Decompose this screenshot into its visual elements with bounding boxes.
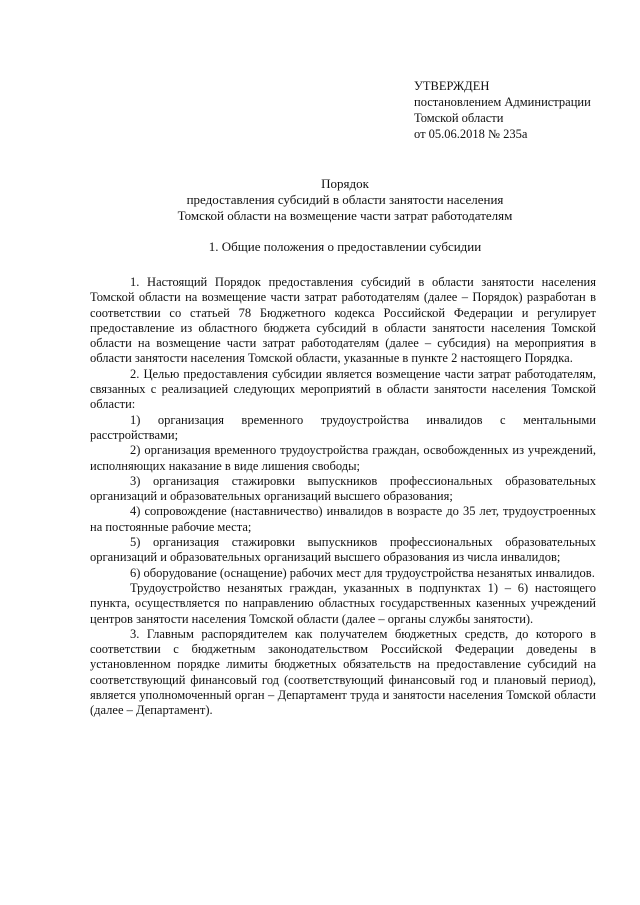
- list-item-3: 3) организация стажировки выпускников профессиональных образовательных организаций и образовательных организаций высшего образования;: [90, 473, 596, 504]
- approval-status: УТВЕРЖДЕН: [414, 79, 490, 93]
- list-item-4: 4) сопровождение (наставничество) инвалидов в возрасте до 35 лет, трудоустроенных на постоянные рабочие места;: [90, 504, 596, 534]
- paragraph-3: 3. Главным распорядителем как получателем бюджетных средств, до которого в соответствии с бюджетным законодательством Российской Федерации доведены в установленном порядке лимиты бюджетных обязательств на предоставление субсидий на соответствующий финансовый год (соответствующий финансовый год и плановый период), является уполномоченный орган – Департамент труда и занятости населения Томской области (далее – Департамент).: [90, 626, 596, 718]
- approval-region: Томской области: [414, 111, 504, 125]
- document-title: [90, 176, 600, 224]
- title-line-3: Томской области на возмещение части затрат работодателям: [177, 208, 513, 223]
- document-body: [90, 275, 596, 719]
- section-heading: 1. Общие положения о предоставлении субсидии: [208, 239, 482, 254]
- list-item-5: 5) организация стажировки выпускников профессиональных образовательных организаций и образовательных организаций высшего образования из числа инвалидов;: [90, 535, 596, 565]
- paragraph-employment-note: Трудоустройство незанятых граждан, указанных в подпунктах 1) – 6) настоящего пункта, осуществляется по направлению областных государственных казенных учреждений центров занятости населения Томской области (далее – органы службы занятости).: [90, 580, 596, 626]
- list-item-6: 6) оборудование (оснащение) рабочих мест для трудоустройства незанятых инвалидов.: [130, 565, 595, 580]
- list-item-2: 2) организация временного трудоустройства граждан, освобожденных из учреждений, исполняющих наказание в виде лишения свободы;: [90, 443, 596, 473]
- approval-authority: постановлением Администрации: [414, 95, 591, 109]
- title-line-2: предоставления субсидий в области занятости населения: [186, 192, 504, 207]
- approval-date-number: от 05.06.2018 № 235а: [414, 127, 528, 141]
- paragraph-2: 2. Целью предоставления субсидии является возмещение части затрат работодателям, связанных с реализацией следующих мероприятий в области занятости населения Томской области:: [90, 366, 596, 412]
- title-line-1: Порядок: [321, 176, 369, 191]
- approval-stamp: [414, 78, 614, 142]
- paragraph-1: 1. Настоящий Порядок предоставления субсидий в области занятости населения Томской области на возмещение части затрат работодателям (далее – Порядок) разработан в соответствии со статьей 78 Бюджетного кодекса Российской Федерации и регулирует предоставление из областного бюджета субсидий в области занятости населения Томской области на возмещение части затрат работодателям (далее – субсидия) на мероприятия в области занятости населения Томской области, указанные в пункте 2 настоящего Порядка.: [90, 275, 596, 366]
- list-item-1: 1) организация временного трудоустройства инвалидов с ментальными расстройствами;: [90, 412, 596, 442]
